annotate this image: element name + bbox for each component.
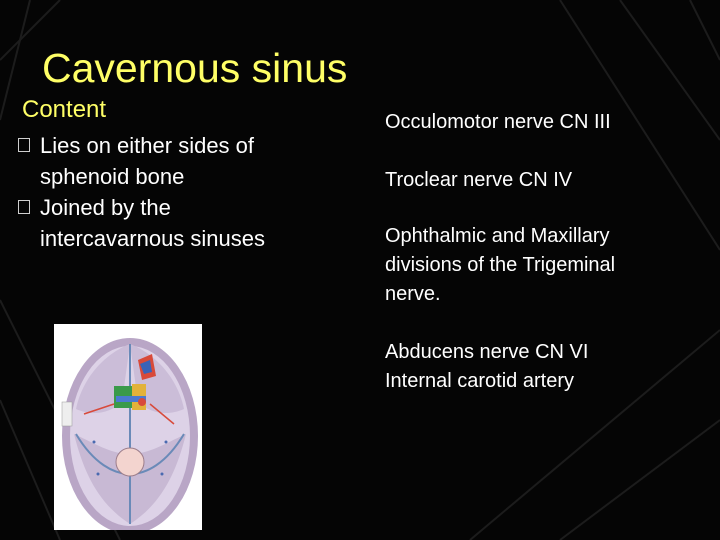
bullet-item <box>18 130 318 192</box>
bullet-text: Lies on either sides of sphenoid bone <box>40 133 255 189</box>
cranial-base-icon <box>54 324 202 530</box>
bullet-text: Joined by the intercavarnous sinuses <box>40 195 266 251</box>
nerve-item: Troclear nerve CN IV <box>385 169 573 191</box>
nerve-item: Abducens nerve CN VI <box>385 341 589 363</box>
nerve-item: Internal carotid artery <box>385 370 574 392</box>
nerve-item: Occulomotor nerve CN III <box>385 111 611 133</box>
box-icon <box>18 138 30 152</box>
content-heading: Content <box>22 96 107 123</box>
slide-title: Cavernous sinus <box>42 45 348 91</box>
cranial-base-illustration <box>54 324 202 530</box>
bullet-item <box>18 192 318 254</box>
box-icon <box>18 200 30 214</box>
nerve-item: Ophthalmic and Maxillary divisions of the Trigeminal nerve. <box>385 225 616 305</box>
bullet-list <box>18 130 318 254</box>
